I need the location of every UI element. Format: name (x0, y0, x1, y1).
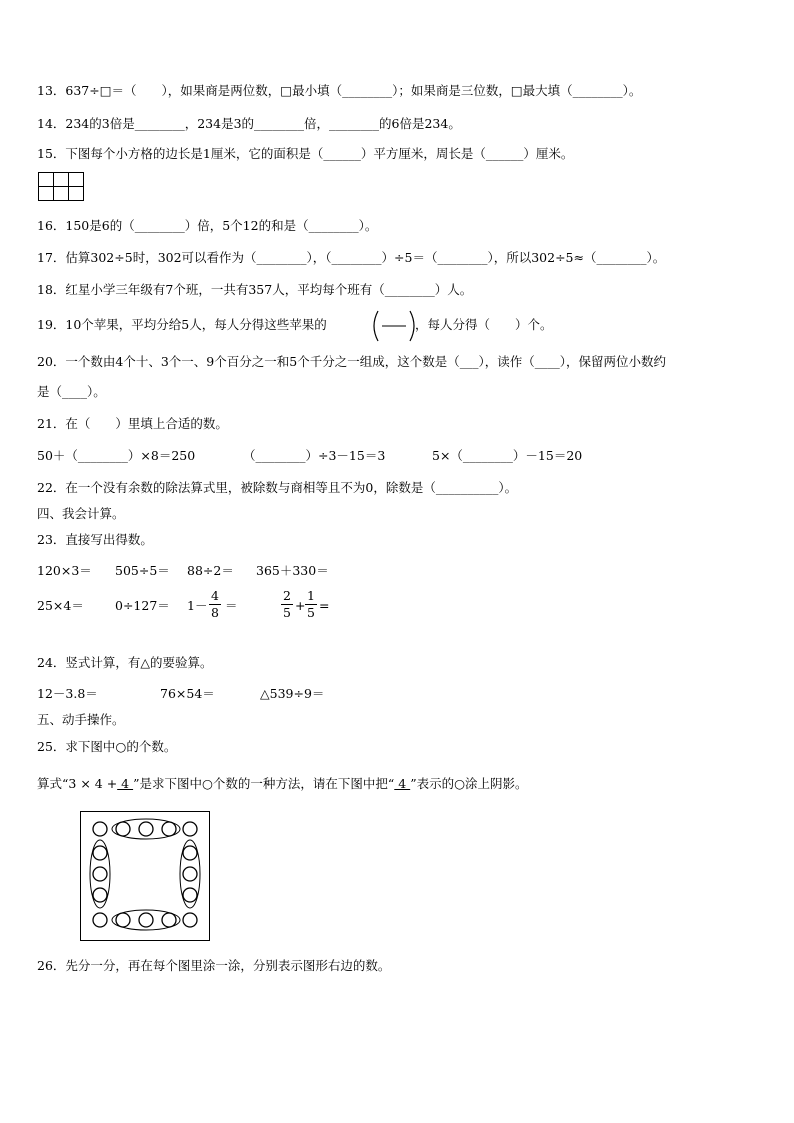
question-25: 25．求下图中○的个数。 (37, 739, 177, 754)
question-16: 16．150是6的（________）倍，5个12的和是（________）。 (37, 218, 378, 233)
question-19-part-a: 19．10个苹果，平均分给5人，每人分得这些苹果的 (37, 317, 327, 332)
question-20-line1: 20．一个数由4个十、3个一、9个百分之一和5个千分之一组成，这个数是（___），读作（____），保留两位小数约 (37, 354, 666, 369)
calc-item: 0÷127＝ (115, 598, 170, 613)
calc-item: 12－3.8＝ (37, 686, 98, 701)
desc-prefix: 算式“3 × 4 + (37, 776, 118, 791)
fraction-blank-parentheses (370, 309, 418, 343)
question-15: 15．下图每个小方格的边长是1厘米，它的面积是（______）平方厘米，周长是（______）厘米。 (37, 146, 574, 161)
section-5-heading: 五、动手操作。 (37, 712, 125, 727)
question-21-item-b: （________）÷3－15＝3 (243, 448, 386, 463)
calc-item: 76×54＝ (160, 686, 215, 701)
grid-figure (38, 172, 86, 202)
fraction-numerator: 2 (283, 588, 291, 603)
fraction-denominator: 5 (283, 605, 291, 620)
question-13: 13．637÷□＝（ ），如果商是两位数，□最小填（________）；如果商是三位数，□最大填（________）。 (37, 83, 642, 98)
fraction-denominator: 8 (211, 605, 219, 620)
question-20-line2: 是（____）。 (37, 384, 106, 399)
question-21-item-a: 50＋（________）×8＝250 (37, 448, 196, 463)
underlined-4: 4 (117, 776, 134, 791)
desc-middle: ”是求下图中○个数的一种方法，请在下图中把“ (133, 776, 395, 791)
fraction-numerator: 4 (211, 588, 219, 603)
question-21: 21．在（ ）里填上合适的数。 (37, 416, 228, 431)
question-25-description (37, 776, 528, 792)
section-4-heading: 四、我会计算。 (37, 506, 125, 521)
plus-sign: + (295, 598, 306, 613)
question-17: 17．估算302÷5时，302可以看作为（________），（________）÷5＝（________），所以302÷5≈（________）。 (37, 250, 666, 265)
question-14: 14．234的3倍是________，234是3的________倍，________的6倍是234。 (37, 116, 461, 131)
fraction-4-8 (209, 589, 221, 620)
calc-item: 365＋330＝ (256, 563, 329, 578)
fraction-denominator: 5 (307, 605, 315, 620)
question-26: 26．先分一分，再在每个图里涂一涂，分别表示图形右边的数。 (37, 958, 391, 973)
question-19-part-b: ，每人分得（ ）个。 (415, 317, 553, 332)
fraction-1-5 (305, 589, 317, 620)
question-24: 24．竖式计算，有△的要验算。 (37, 655, 213, 670)
question-23: 23．直接写出得数。 (37, 532, 153, 547)
question-22: 22．在一个没有余数的除法算式里，被除数与商相等且不为0，除数是（__________）。 (37, 480, 518, 495)
calc-item: 88÷2＝ (187, 563, 234, 578)
question-21-item-c: 5×（________）－15＝20 (432, 448, 583, 463)
calc-item: 505÷5＝ (115, 563, 170, 578)
fraction-2-5 (281, 589, 293, 620)
fraction-numerator: 1 (307, 588, 315, 603)
question-18: 18．红星小学三年级有7个班，一共有357人，平均每个班有（________）人。 (37, 282, 473, 297)
calc-item: △539÷9＝ (260, 686, 325, 701)
calc-item: 120×3＝ (37, 563, 92, 578)
underlined-4: 4 (394, 776, 411, 791)
calc-item-prefix: 1－ (187, 598, 208, 613)
desc-suffix: ”表示的○涂上阴影。 (410, 776, 528, 791)
calc-item: 25×4＝ (37, 598, 84, 613)
equals-sign: ＝ (225, 598, 238, 613)
circles-figure (80, 811, 212, 943)
equals-sign: = (319, 598, 330, 613)
